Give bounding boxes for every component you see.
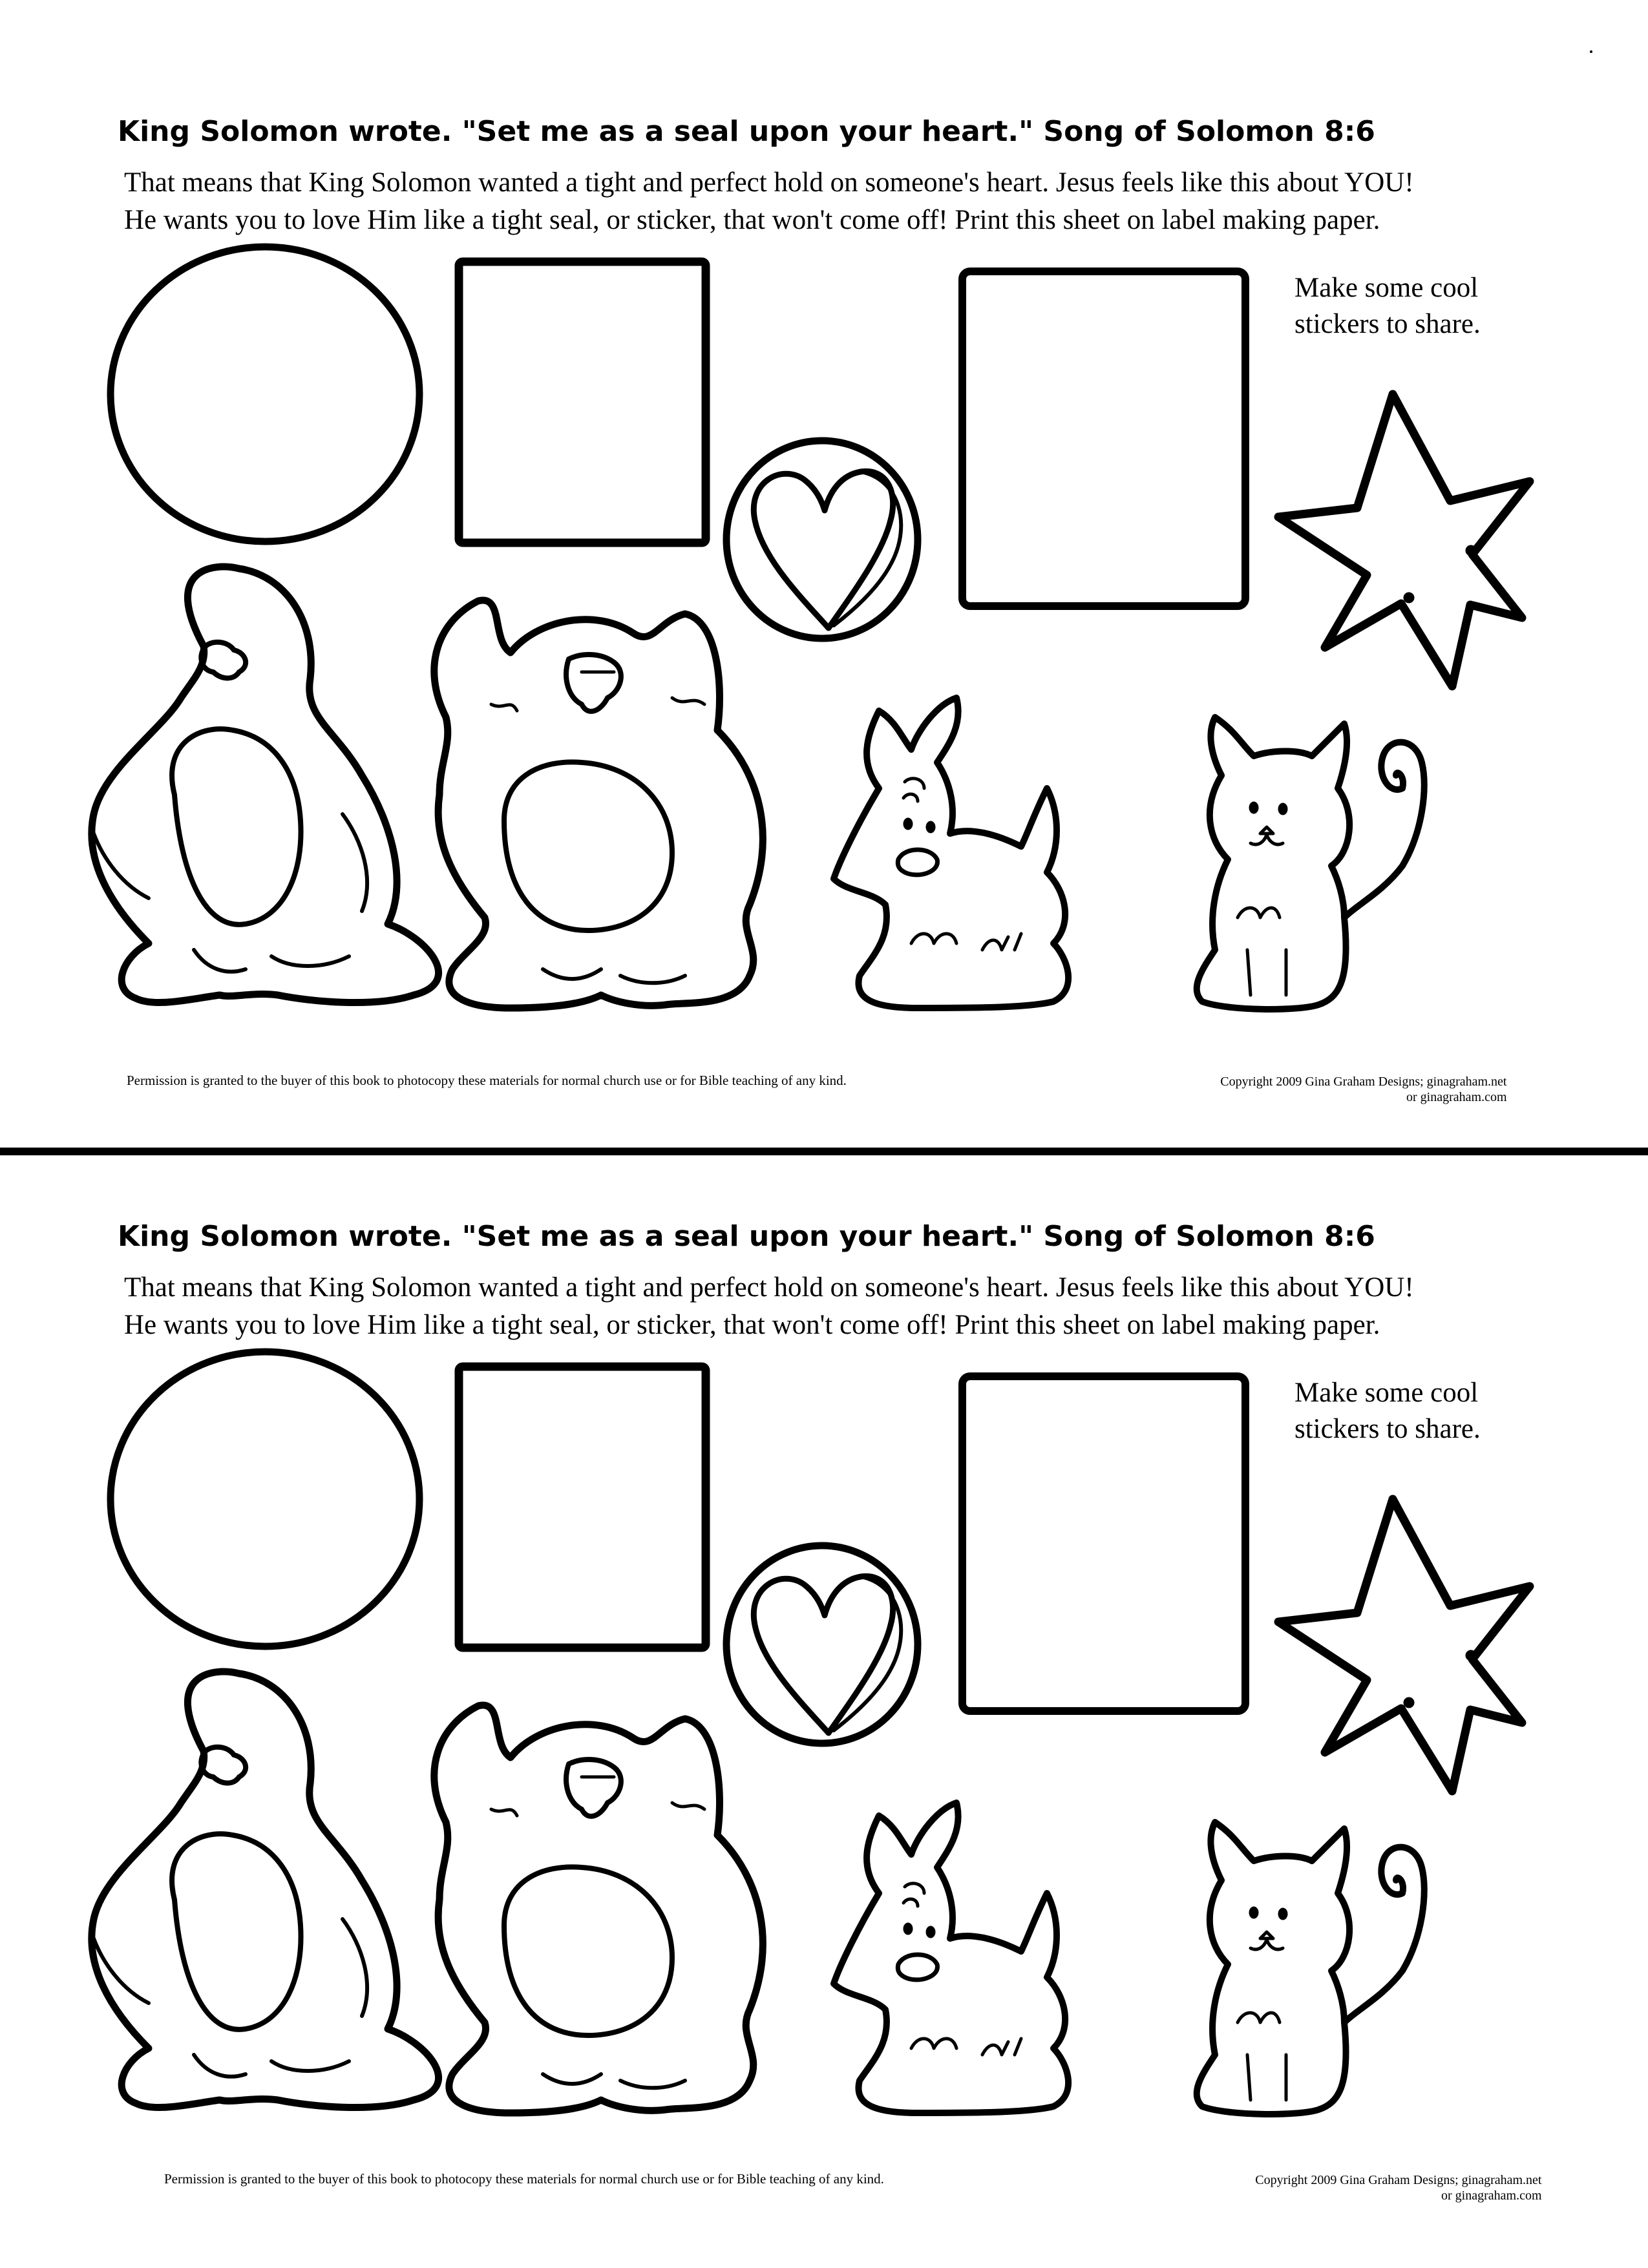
sticker-artwork	[0, 1105, 1648, 2203]
heart-in-circle-sticker	[726, 441, 918, 638]
sticker-sheet-top	[0, 0, 1648, 1104]
cat-sticker	[1197, 1822, 1424, 2114]
copyright-notice	[1180, 1074, 1507, 1105]
copyright-line-1: Copyright 2009 Gina Graham Designs; ginagraham.net	[1220, 1075, 1507, 1089]
heart-in-circle-sticker	[726, 1546, 918, 1743]
sticker-sheet-bottom	[0, 1105, 1648, 2203]
rectangle-sticker	[962, 1376, 1245, 1711]
cat-sticker	[1197, 717, 1424, 1009]
waving-penguin-sticker	[434, 600, 763, 1008]
star-sticker	[1278, 1499, 1530, 1791]
circle-sticker	[111, 1352, 419, 1646]
circle-sticker	[111, 247, 419, 541]
sheet-heading: King Solomon wrote. "Set me as a seal upon your heart." Song of Solomon 8:6	[118, 1220, 1375, 1253]
make-stickers-line-2: stickers to share.	[1294, 1414, 1481, 1444]
sheet-heading: King Solomon wrote. "Set me as a seal upon your heart." Song of Solomon 8:6	[118, 115, 1375, 148]
dog-sticker	[834, 698, 1068, 1008]
permission-notice: Permission is granted to the buyer of this book to photocopy these materials for normal church use or for Bible teaching of any kind.	[127, 1073, 847, 1088]
copyright-notice	[1215, 2172, 1542, 2203]
permission-notice: Permission is granted to the buyer of this book to photocopy these materials for normal church use or for Bible teaching of any kind.	[164, 2171, 884, 2187]
penguin-sticker	[92, 567, 439, 1002]
sticker-artwork	[0, 0, 1648, 1098]
square-sticker	[459, 262, 706, 543]
square-sticker	[459, 1367, 706, 1648]
copyright-line-1: Copyright 2009 Gina Graham Designs; ginagraham.net	[1255, 2173, 1542, 2187]
copyright-line-2: or ginagraham.com	[1441, 2189, 1542, 2203]
instructions-line-1: That means that King Solomon wanted a tight and perfect hold on someone's heart. Jesus feels like this about YOU!	[124, 1272, 1414, 1303]
copyright-line-2: or ginagraham.com	[1406, 1090, 1507, 1104]
make-stickers-line-2: stickers to share.	[1294, 309, 1481, 339]
waving-penguin-sticker	[434, 1705, 763, 2113]
rectangle-sticker	[962, 271, 1245, 606]
penguin-sticker	[92, 1672, 439, 2107]
instructions-line-2: He wants you to love Him like a tight seal, or sticker, that won't come off! Print this sheet on label making paper.	[124, 205, 1380, 235]
instructions-line-2: He wants you to love Him like a tight seal, or sticker, that won't come off! Print this sheet on label making paper.	[124, 1310, 1380, 1340]
make-stickers-line-1: Make some cool	[1294, 1378, 1479, 1408]
dog-sticker	[834, 1803, 1068, 2113]
make-stickers-line-1: Make some cool	[1294, 273, 1479, 303]
star-sticker	[1278, 394, 1530, 686]
instructions-line-1: That means that King Solomon wanted a tight and perfect hold on someone's heart. Jesus feels like this about YOU!	[124, 167, 1414, 198]
